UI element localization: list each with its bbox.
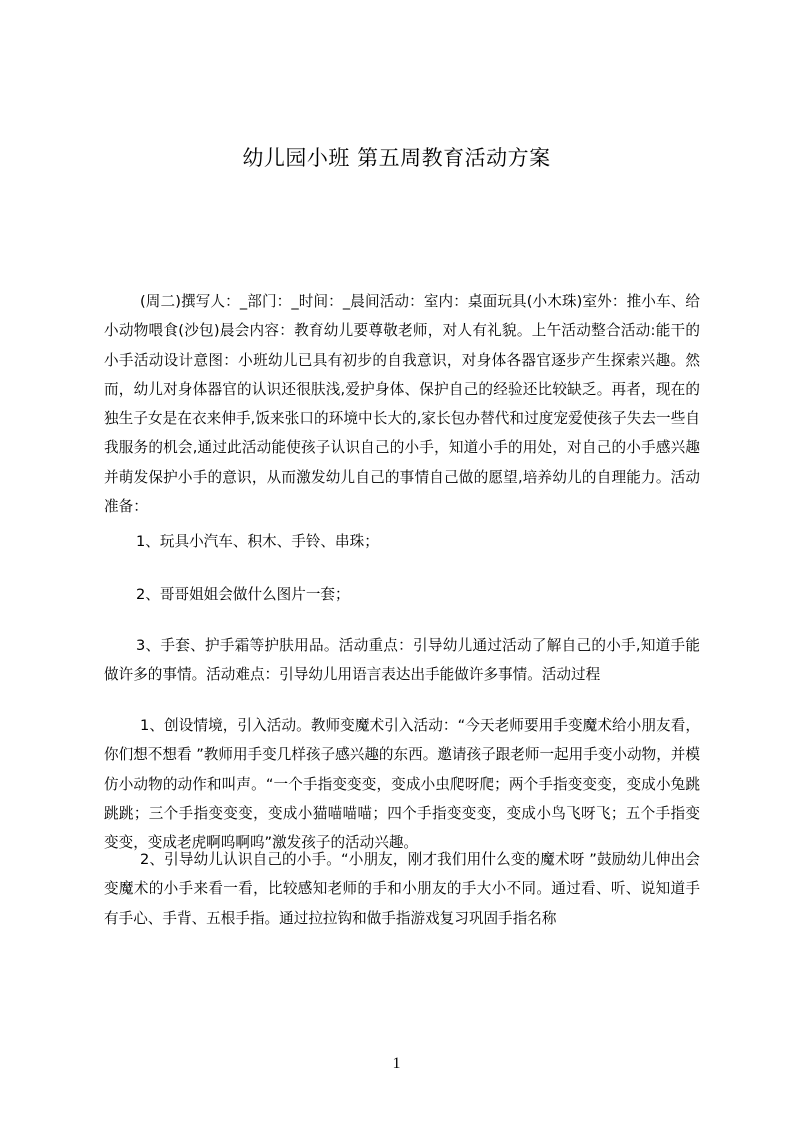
- paragraph-intro: (周二)撰写人：_部门：_时间：_晨间活动：室内：桌面玩具(小木珠)室外：推小车、给小动物喂食(沙包)晨会内容：教育幼儿要尊敬老师，对人有礼貌。上午活动整合活动:能干的小手活动设计意图：小班幼儿已具有初步的自我意识，对身体各器官逐步产生探索兴趣。然而，幼儿对身体器官的认识还很肤浅,爱护身体、保护自己的经验还比较缺乏。再者，现在的独生子女是在衣来伸手,饭来张口的环境中长大的,家长包办替代和过度宠爱使孩子失去一些自我服务的机会,通过此活动能使孩子认识自己的小手，知道小手的用处，对自己的小手感兴趣并萌发保护小手的意识，从而激发幼儿自己的事情自己做的愿望,培养幼儿的自理能力。活动准备：: [104, 293, 700, 516]
- document-title: 幼儿园小班 第五周教育活动方案: [242, 146, 551, 170]
- page-number: 1: [392, 1055, 401, 1072]
- paragraph-process-step-1: 1、创设情境，引入活动。教师变魔术引入活动：“今天老师要用手变魔术给小朋友看，你们想不想看 ”教师用手变几样孩子感兴趣的东西。邀请孩子跟老师一起用手变小动物，并模仿小动物的动作和叫声。“一个手指变变变，变成小虫爬呀爬；两个手指变变变，变成小兔跳跳跳；三个手指变变变，变成小猫喵喵喵；四个手指变变变，变成小鸟飞呀飞；五个手指变变变，变成老虎啊呜啊呜”激发孩子的活动兴趣。: [104, 717, 700, 852]
- paragraph-prep-item-3: 3、手套、护手霜等护肤用品。活动重点：引导幼儿通过活动了解自己的小手,知道手能做许多的事情。活动难点：引导幼儿用语言表达出手能做许多事情。活动过程: [104, 637, 700, 684]
- paragraph-process-step-2: 2、引导幼儿认识自己的小手。“小朋友，刚才我们用什么变的魔术呀 ”鼓励幼儿伸出会变魔术的小手来看一看，比较感知老师的手和小朋友的手大小不同。通过看、听、说知道手有手心、手背、五根手指。通过拉拉钩和做手指游戏复习巩固手指名称: [104, 851, 700, 927]
- paragraph-prep-item-1: 1、玩具小汽车、积木、手铃、串珠；: [136, 533, 379, 550]
- paragraph-prep-item-2: 2、哥哥姐姐会做什么图片一套；: [136, 586, 350, 603]
